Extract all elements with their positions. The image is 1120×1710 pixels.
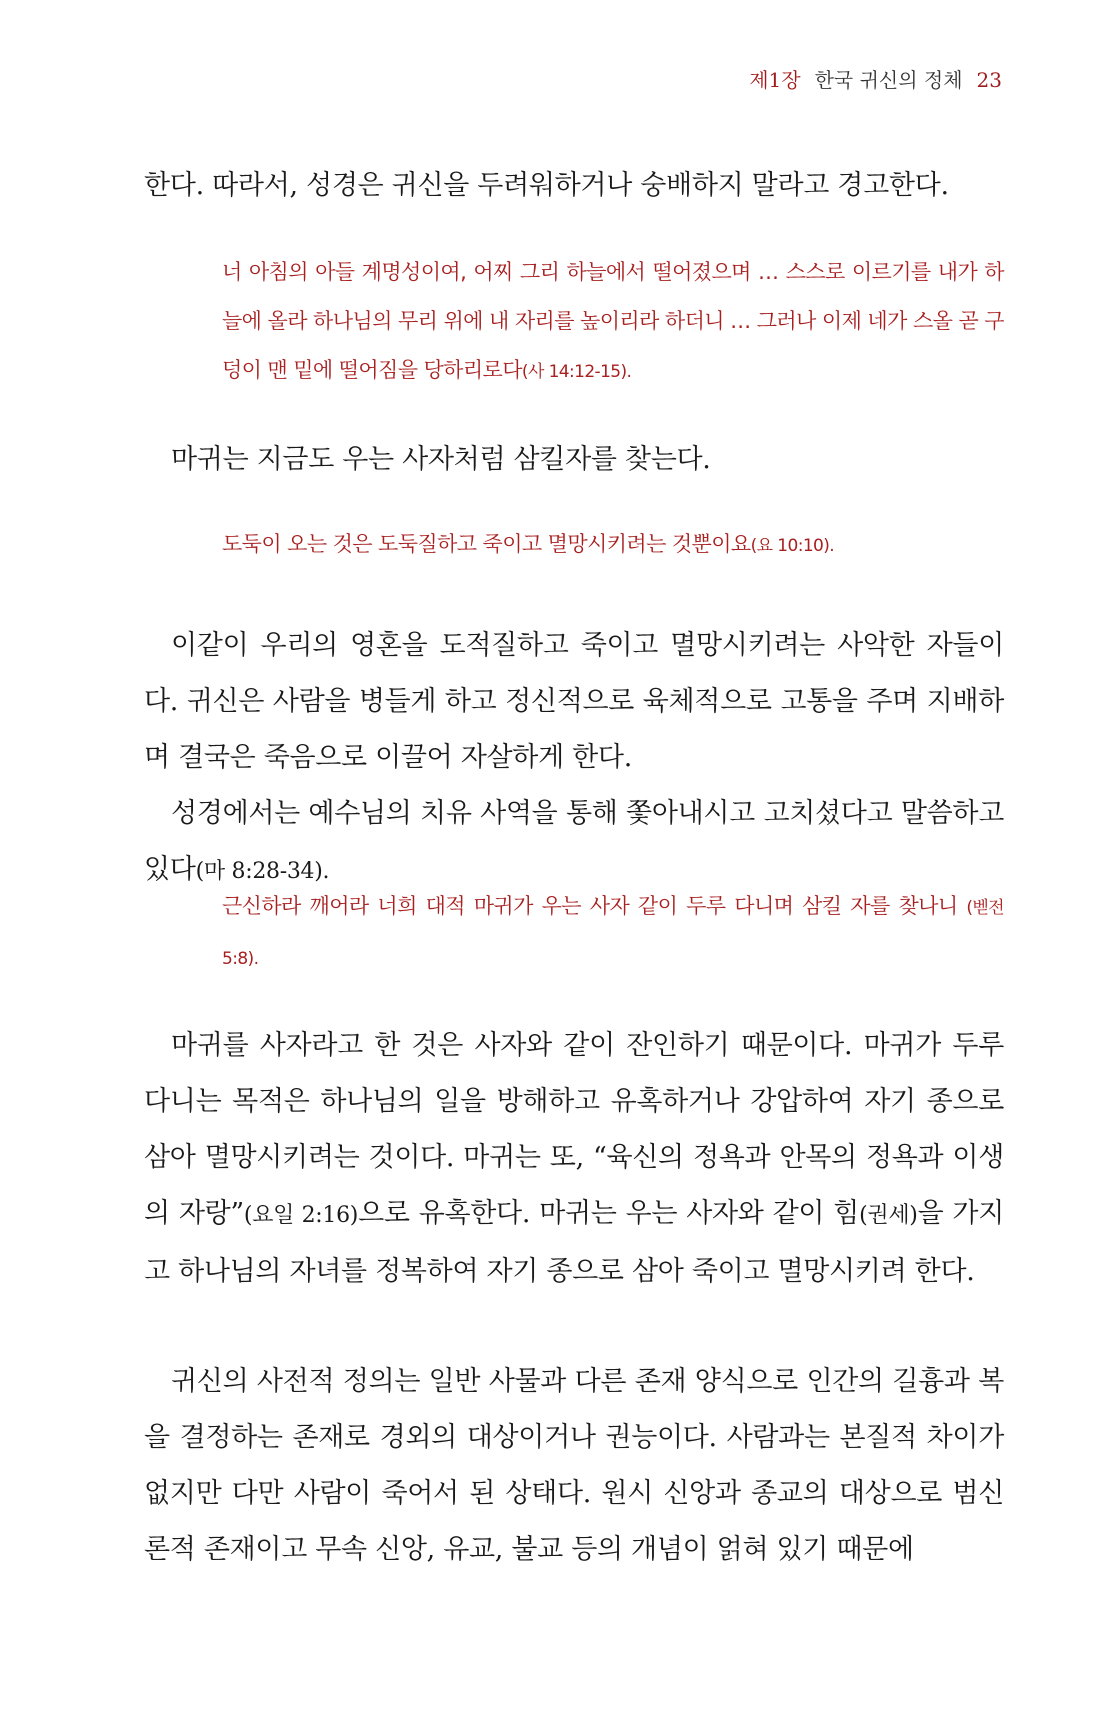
paragraph-reference: (요일 2:16) xyxy=(243,1203,359,1228)
scripture-quote xyxy=(222,248,1004,397)
paragraph: 이같이 우리의 영혼을 도적질하고 죽이고 멸망시키려는 사악한 자들이다. 귀신은 사람을 병들게 하고 정신적으로 육체적으로 고통을 주며 지배하며 결국은 죽음으로 이끌어 자살하게 한다. xyxy=(144,630,1004,773)
quote-text: 근신하라 깨어라 너희 대적 마귀가 우는 사자 같이 두루 다니며 삼킬 자를 찾나니 xyxy=(222,894,967,918)
paragraph xyxy=(144,1018,1004,1300)
paragraph-reference: (권세) xyxy=(859,1203,918,1228)
paragraph-text: 마귀를 사자라고 한 것은 사자와 같이 잔인하기 때문이다. 마귀가 두루 다니는 목적은 하나님의 일을 방해하고 유혹하거나 강압하여 자기 종으로 삼아 멸망시키려는 것이다. 마귀는 또, “육신의 정욕과 안목의 정욕과 이생의 자랑” xyxy=(144,1030,1004,1229)
paragraph-text: 을 가지고 하나님의 자녀를 정복하여 자기 종으로 삼아 죽이고 멸망시키려 한다. xyxy=(144,1198,1004,1287)
chapter-title: 한국 귀신의 정체 xyxy=(814,68,963,92)
scripture-quote xyxy=(222,882,1004,984)
quote-reference: (사 14:12-15). xyxy=(521,362,632,382)
paragraph-text: 으로 유혹한다. 마귀는 우는 사자와 같이 힘 xyxy=(358,1198,860,1229)
page-number: 23 xyxy=(976,68,1002,92)
paragraph: 한다. 따라서, 성경은 귀신을 두려워하거나 숭배하지 말라고 경고한다. xyxy=(144,170,949,201)
chapter-label: 제1장 xyxy=(749,68,801,92)
paragraph: 마귀는 지금도 우는 사자처럼 삼킬자를 찾는다. xyxy=(171,444,711,475)
quote-reference: (벧전 5:8). xyxy=(222,898,1004,969)
quote-text: 너 아침의 아들 계명성이여, 어찌 그리 하늘에서 떨어졌으며 … 스스로 이르기를 내가 하늘에 올라 하나님의 무리 위에 내 자리를 높이리라 하더니 … 그러나 이제 네가 스올 곧 구덩이 맨 밑에 떨어짐을 당하리로다 xyxy=(222,260,1004,382)
quote-text: 도둑이 오는 것은 도둑질하고 죽이고 멸망시키려는 것뿐이요 xyxy=(222,532,751,556)
quote-reference: (요 10:10). xyxy=(750,536,835,556)
running-header xyxy=(749,64,1002,93)
paragraph: 귀신의 사전적 정의는 일반 사물과 다른 존재 양식으로 인간의 길흉과 복을 결정하는 존재로 경외의 대상이거나 권능이다. 사람과는 본질적 차이가 없지만 다만 사람이 죽어서 된 상태다. 원시 신앙과 종교의 대상으로 범신론적 존재이고 무속 신앙, 유교, 불교 등의 개념이 얽혀 있기 때문에 xyxy=(144,1366,1004,1565)
scripture-quote xyxy=(222,520,1004,571)
paragraph-reference: (마 8:28-34). xyxy=(195,859,330,884)
paragraph-text: 성경에서는 예수님의 치유 사역을 통해 쫓아내시고 고치셨다고 말씀하고 있다 xyxy=(144,798,1004,885)
